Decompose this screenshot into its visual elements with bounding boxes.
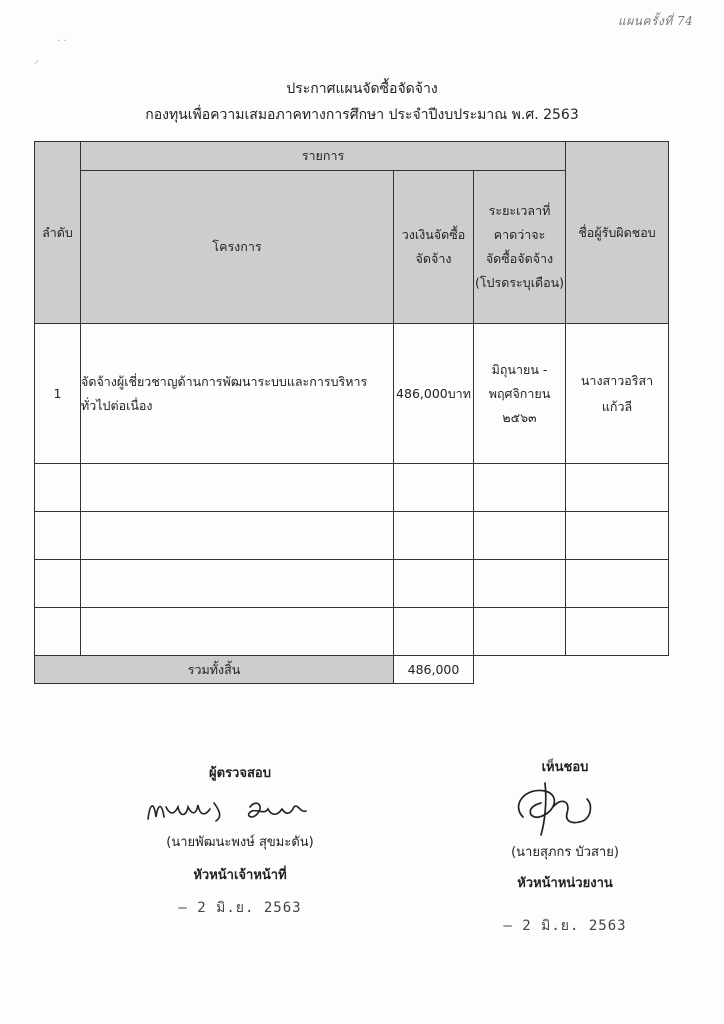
handwritten-signature-left	[140, 793, 340, 827]
reviewer-label: ผู้ตรวจสอบ	[209, 766, 271, 781]
table-row	[35, 324, 669, 464]
handwritten-note: แผนครั้งที่ 74	[618, 14, 694, 28]
total-value: 486,000	[394, 656, 474, 684]
header-responsible: ชื่อผู้รับผิดชอบ	[566, 142, 669, 324]
approver-date-stamp: — 2 มิ.ย. 2563	[503, 918, 627, 934]
header-project: โครงการ	[81, 171, 394, 324]
approver-position: หัวหน้าหน่วยงาน	[517, 876, 613, 891]
header-items-group: รายการ	[81, 142, 566, 171]
document-subtitle: กองทุนเพื่อความเสมอภาคทางการศึกษา ประจำปีงบประมาณ พ.ศ. 2563	[145, 107, 579, 123]
scan-speck: ⸝	[34, 55, 39, 66]
header-period: ระยะเวลาที่ คาดว่าจะ จัดซื้อจัดจ้าง (โปรดระบุเดือน)	[474, 171, 566, 324]
row-period: มิถุนายน - พฤศจิกายน ๒๕๖๓	[474, 324, 566, 464]
header-seq: ลำดับ	[35, 142, 81, 324]
total-row	[35, 656, 669, 684]
row-budget: 486,000บาท	[394, 324, 474, 464]
scan-speck: · ·	[57, 36, 67, 47]
document-title: ประกาศแผนจัดซื้อจัดจ้าง	[286, 81, 438, 97]
table-row-empty	[35, 464, 669, 512]
reviewer-position: หัวหน้าเจ้าหน้าที่	[193, 868, 287, 883]
reviewer-name: (นายพัฒนะพงษ์ สุขมะดัน)	[166, 835, 314, 850]
table-row-empty	[35, 608, 669, 656]
signature-block-left	[110, 762, 370, 919]
table-row-empty	[35, 560, 669, 608]
table-row-empty	[35, 512, 669, 560]
row-responsible: นางสาวอริสา แก้วลี	[566, 324, 669, 464]
approver-label: เห็นชอบ	[541, 760, 589, 775]
header-budget: วงเงินจัดซื้อจัดจ้าง	[394, 171, 474, 324]
procurement-table	[34, 141, 669, 684]
row-seq: 1	[35, 324, 81, 464]
total-label: รวมทั้งสิ้น	[35, 656, 394, 684]
approver-name: (นายสุภกร บัวสาย)	[511, 845, 619, 860]
handwritten-signature-right	[505, 777, 625, 839]
reviewer-date-stamp: — 2 มิ.ย. 2563	[178, 900, 302, 916]
signature-block-right	[460, 756, 670, 937]
row-project: จัดจ้างผู้เชี่ยวชาญด้านการพัฒนาระบบและการบริหารทั่วไปต่อเนื่อง	[81, 324, 394, 464]
